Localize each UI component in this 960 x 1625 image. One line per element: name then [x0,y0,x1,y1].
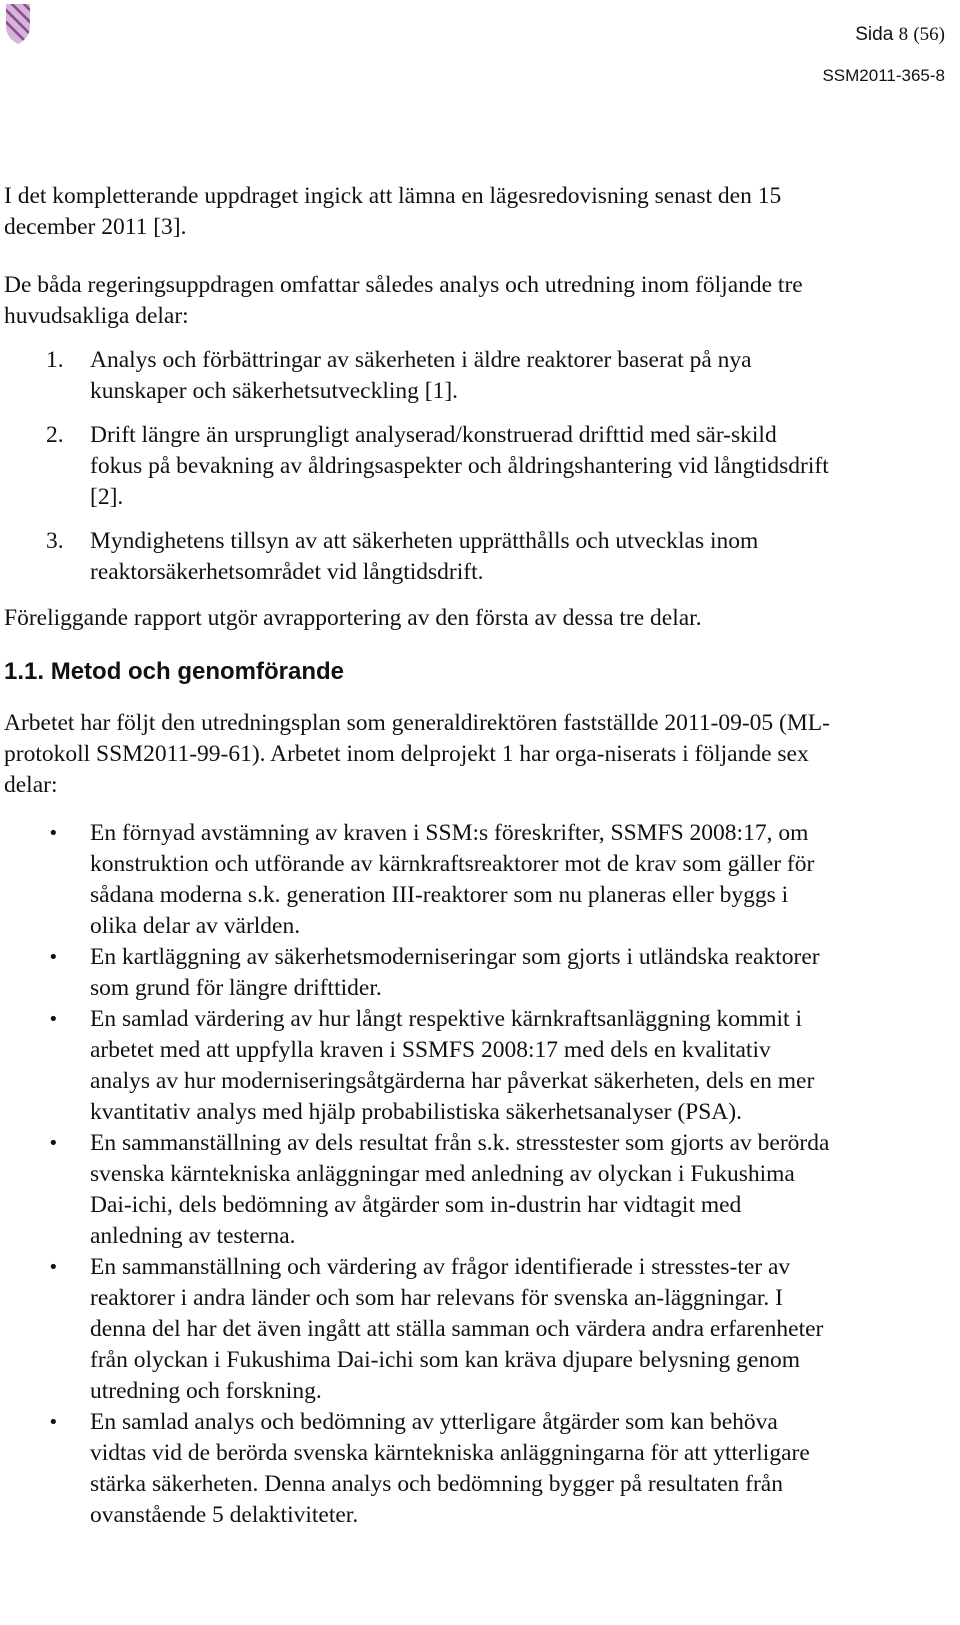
numbered-parts-list [4,345,834,588]
method-paragraph: Arbetet har följt den utredningsplan som generaldirektören fastställde 2011-09-05 (ML-protokoll SSM2011-99-61). Arbetet inom delprojekt 1 har orga-niserats i följande sex delar: [4,710,830,798]
list-item-number: 2. [46,422,64,448]
document-id: SSM2011-365-8 [822,66,945,85]
list-item-text: Analys och förbättringar av säkerheten i äldre reaktorer baserat på nya kunskaper och säkerhetsutveckling [1]. [90,347,752,404]
bullet-icon: • [48,1133,59,1154]
page-number-label [855,24,945,46]
page-word: Sida [855,24,894,45]
list-item-text: En samlad analys och bedömning av ytterligare åtgärder som kan behöva vidtas vid de berörda svenska kärntekniska anläggningarna för att ytterligare stärka säkerheten. Denna analys och bedömning bygger på resultaten från ovanstående 5 delaktiviteter. [90,1409,810,1528]
list-item [4,1252,834,1407]
bullet-icon: • [48,1257,59,1278]
list-item [4,1128,834,1252]
list-item [4,526,834,588]
list-item [4,420,834,513]
bullet-subparts-list [4,818,834,1531]
list-item-text: Drift längre än ursprungligt analyserad/konstruerad drifttid med sär-skild fokus på bevakning av åldringsaspekter och åldringshantering vid långtidsdrift [2]. [90,422,829,510]
list-item-number: 3. [46,528,64,554]
list-item-text: En kartläggning av säkerhetsmoderniseringar som gjorts i utländska reaktorer som grund för längre drifttider. [90,944,820,1001]
page-total: (56) [913,24,945,45]
bullet-icon: • [48,947,59,968]
parts-intro-paragraph: De båda regeringsuppdragen omfattar således analys och utredning inom följande tre huvudsakliga delar: [4,272,803,329]
list-item [4,818,834,942]
list-item-text: En samlad värdering av hur långt respektive kärnkraftsanläggning kommit i arbetet med att uppfylla kraven i SSMFS 2008:17 med dels en kvalitativ analys av hur moderniseringsåtgärderna har påverkat säkerheten, dels en mer kvantitativ analys med hjälp probabilistiska säkerhetsanalyser (PSA). [90,1006,815,1125]
bullet-icon: • [48,1412,59,1433]
list-item-text: En sammanställning och värdering av frågor identifierade i stresstes-ter av reaktorer i andra länder och som har relevans för svenska an-läggningar. I denna del har det även ingått att ställa samman och värdera andra erfarenheter från olyckan i Fukushima Dai-ichi som kan kräva djupare belysning genom utredning och forskning. [90,1254,824,1404]
page-number: 8 [898,24,909,45]
bullet-icon: • [48,1009,59,1030]
report-statement-paragraph: Föreliggande rapport utgör avrapportering av den första av dessa tre delar. [4,605,702,631]
list-item-text: En sammanställning av dels resultat från s.k. stresstester som gjorts av berörda svenska kärntekniska anläggningar med anledning av olyckan i Fukushima Dai-ichi, dels bedömning av åtgärder som in-dustrin har vidtagit med anledning av testerna. [90,1130,830,1249]
bullet-icon: • [48,823,59,844]
list-item [4,1004,834,1128]
list-item-text: Myndighetens tillsyn av att säkerheten upprätthålls och utvecklas inom reaktorsäkerhetsområdet vid långtidsdrift. [90,528,759,585]
list-item [4,345,834,407]
intro-paragraph: I det kompletterande uppdraget ingick att lämna en lägesredovisning senast den 15 december 2011 [3]. [4,183,782,240]
list-item [4,1407,834,1531]
ssm-logo-icon [4,2,32,46]
list-item [4,942,834,1004]
list-item-number: 1. [46,347,64,373]
section-heading: 1.1. Metod och genomförande [4,658,345,685]
list-item-text: En förnyad avstämning av kraven i SSM:s föreskrifter, SSMFS 2008:17, om konstruktion och utförande av kärnkraftsreaktorer mot de krav som gäller för sådana moderna s.k. generation III-reaktorer som nu planeras eller byggs i olika delar av världen. [90,820,815,939]
document-body [4,181,834,1531]
